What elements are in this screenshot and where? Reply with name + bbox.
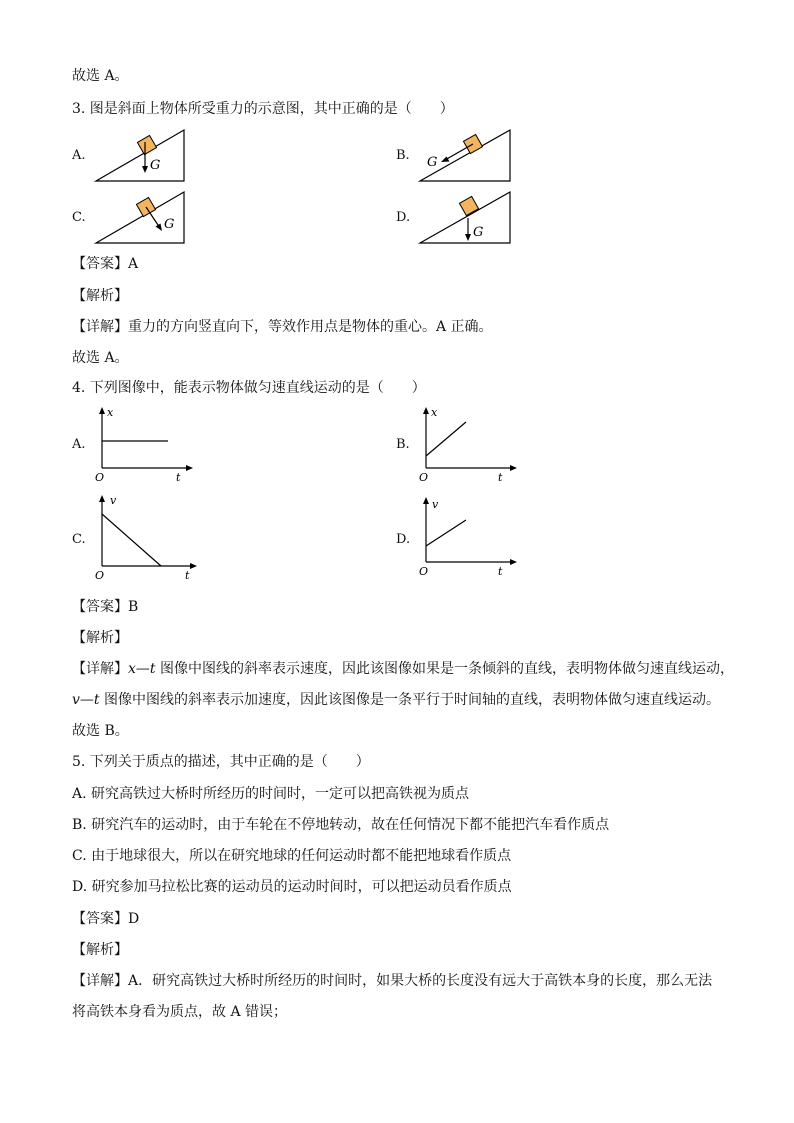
q5-option-d: D. 研究参加马拉松比赛的运动员的运动时间时，可以把运动员看作质点 [72, 879, 512, 895]
q4-option-d-label: D. [396, 532, 411, 547]
x-axis-label: t [176, 471, 181, 484]
origin-label: O [419, 565, 429, 578]
q3-option-d-label: D. [396, 210, 411, 225]
q5-stem: 5. 下列关于质点的描述，其中正确的是（ ） [72, 754, 370, 770]
q3-conclusion: 故选 A。 [72, 350, 129, 366]
graph-line [102, 514, 161, 566]
gravity-label: G [164, 217, 175, 232]
x-axis-label: t [498, 565, 503, 578]
q4-analysis-heading: 【解析】 [72, 630, 128, 646]
q4-graph-a [92, 404, 196, 486]
q3-option-c-label: C. [72, 210, 86, 225]
origin-label: O [95, 569, 105, 582]
q4-stem: 4. 下列图像中，能表示物体做匀速直线运动的是（ ） [72, 380, 426, 396]
q5-detail-line-1: 【详解】A．研究高铁过大桥时所经历的时间时，如果大桥的长度没有远大于高铁本身的长度，那么无法 [72, 973, 713, 989]
q5-detail-line-2: 将高铁本身看为质点，故 A 错误； [72, 1004, 288, 1020]
q4-graph-c [92, 492, 200, 584]
q3-figure-d [418, 190, 512, 246]
q4-graph-b [416, 404, 520, 486]
y-axis-label: v [432, 498, 439, 511]
q3-answer: 【答案】A [72, 256, 139, 272]
q4-option-a-label: A. [72, 437, 86, 452]
graph-line [426, 520, 466, 546]
gravity-label: G [473, 225, 484, 240]
y-axis-label: v [110, 494, 117, 507]
q4-option-b-label: B. [396, 437, 410, 452]
graph-line [426, 422, 466, 456]
gravity-label: G [150, 158, 161, 173]
prev-conclusion: 故选 A。 [72, 68, 129, 84]
x-axis-label: t [498, 471, 503, 484]
q5-option-b: B. 研究汽车的运动时，由于车轮在不停地转动，故在任何情况下都不能把汽车看作质点 [72, 817, 610, 833]
q5-option-a: A. 研究高铁过大桥时所经历的时间时，一定可以把高铁视为质点 [72, 786, 470, 802]
q4-answer: 【答案】B [72, 599, 139, 615]
q3-analysis-heading: 【解析】 [72, 288, 128, 304]
q3-option-a-label: A. [72, 148, 86, 163]
y-axis-label: x [431, 406, 438, 419]
q4-graph-d [416, 494, 520, 580]
q4-detail-line-2: v—t 图像中图线的斜率表示加速度，因此该图像是一条平行于时间轴的直线，表明物体做匀速直线运动。 [72, 692, 720, 708]
block [137, 135, 156, 154]
q4-conclusion: 故选 B。 [72, 723, 129, 739]
origin-label: O [419, 471, 429, 484]
q3-option-b-label: B. [396, 148, 410, 163]
q5-option-c: C. 由于地球很大，所以在研究地球的任何运动时都不能把地球看作质点 [72, 848, 512, 864]
q3-detail: 【详解】重力的方向竖直向下，等效作用点是物体的重心。A 正确。 [72, 319, 493, 335]
gravity-label: G [427, 155, 438, 170]
q5-analysis-heading: 【解析】 [72, 942, 128, 958]
q4-option-c-label: C. [72, 532, 86, 547]
q5-answer: 【答案】D [72, 911, 140, 927]
q4-detail-line-1: 【详解】x—t 图像中图线的斜率表示速度，因此该图像如果是一条倾斜的直线，表明物体做匀速直线运动， [72, 661, 734, 677]
q3-figure-b [418, 128, 512, 184]
origin-label: O [95, 471, 105, 484]
q3-figure-c [94, 190, 186, 246]
y-axis-label: x [107, 406, 114, 419]
q3-stem: 3. 图是斜面上物体所受重力的示意图，其中正确的是（ ） [72, 101, 454, 117]
q3-figure-a [94, 128, 186, 184]
x-axis-label: t [185, 569, 190, 582]
